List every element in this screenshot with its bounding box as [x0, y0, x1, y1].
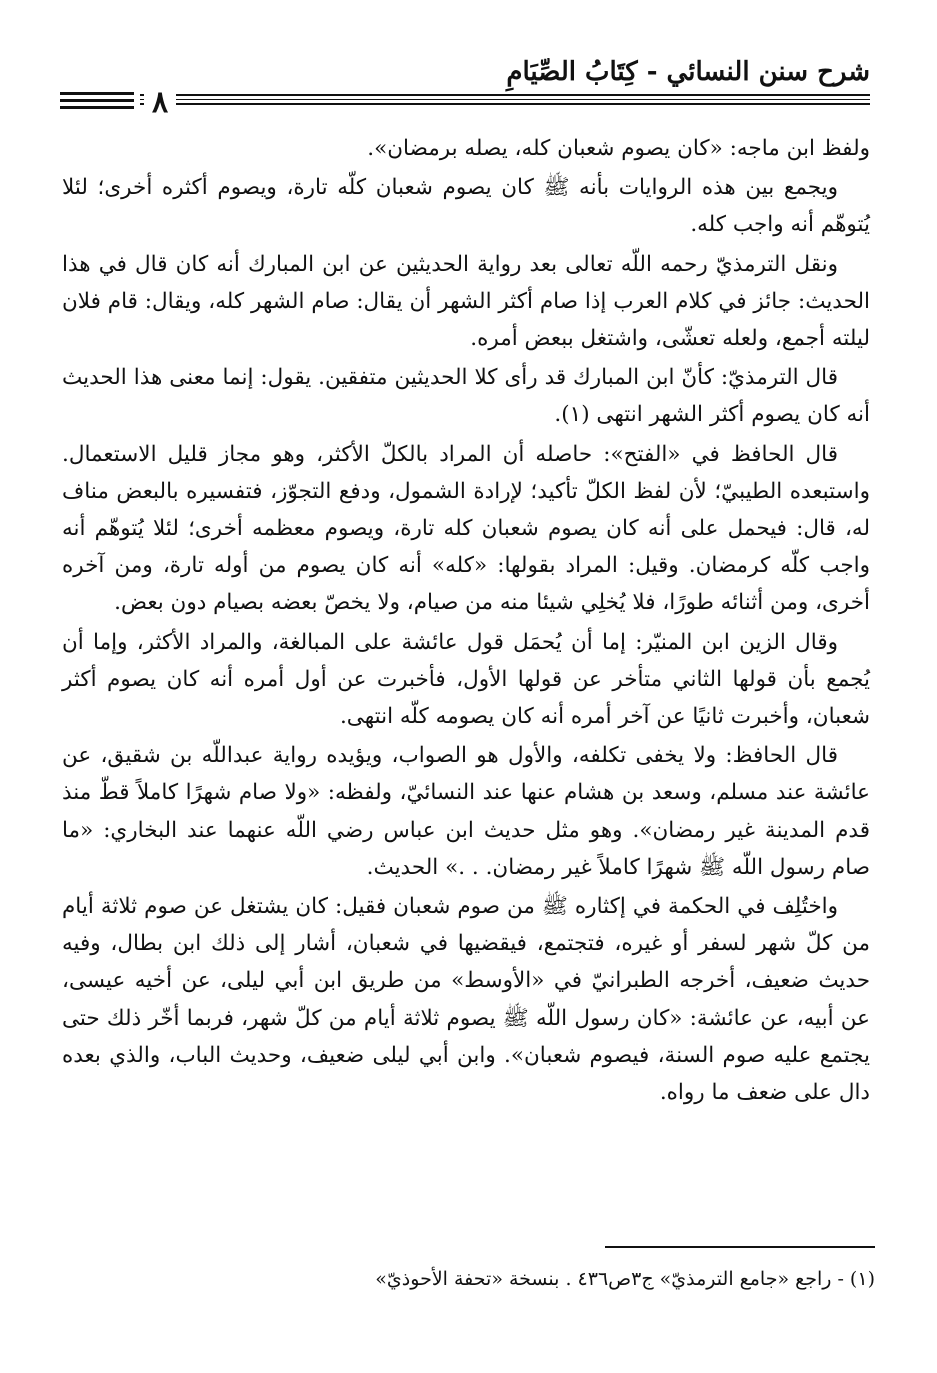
paragraph-5: قال الحافظ في «الفتح»: حاصله أن المراد بالكلّ الأكثر، وهو مجاز قليل الاستعمال. واستبعده الطيبيّ؛ لأن لفظ الكلّ تأكيد؛ لإرادة الشمول، ودفع التجوّز، فتفسيره بالبعض مناف له، قال: فيحمل على أنه كان يصوم شعبان كله تارة، ويصوم معظمه أخرى؛ لئلا يُتوهّم أنه واجب كلّه كرمضان. وقيل: المراد بقولها: «كله» أنه كان يصوم من أوله تارة، ومن آخره أخرى، ومن أثنائه طورًا، فلا يُخلِي شيئا منه من صيام، ولا يخصّ بعضه بصيام دون بعض. — [62, 441, 870, 616]
page-header — [60, 52, 870, 120]
main-text — [62, 130, 870, 1113]
footnote-separator — [605, 1246, 875, 1248]
running-title: شرح سنن النسائي - كِتَابُ الصِّيَامِ — [506, 57, 870, 87]
header-rule-bottom — [140, 103, 870, 105]
header-rule-middle — [140, 99, 870, 100]
paragraph-6: وقال الزين ابن المنيّر: إما أن يُحمَل قول عائشة على المبالغة، والمراد الأكثر، وإما أن يُجمع بأن قولها الثاني متأخر عن قولها الأول، فأخبرت عن أول أمره أنه كان يصوم أكثر شعبان، وأخبرت ثانيًا عن آخر أمره أنه كان يصومه كلّه انتهى. — [62, 629, 870, 730]
page-number-bars — [60, 92, 134, 113]
page-number: ٨ — [144, 88, 176, 118]
header-rule-top — [140, 94, 870, 96]
bar-1 — [60, 92, 134, 95]
paragraph-3: ونقل الترمذيّ رحمه اللّه تعالى بعد رواية الحديثين عن ابن المبارك أنه كان قال في هذا الحديث: جائز في كلام العرب إذا صام أكثر الشهر أن يقال: صام الشهر كله، ويقال: قام فلان ليلته أجمع، ولعله تعشّى، واشتغل ببعض أمره. — [62, 251, 870, 352]
paragraph-7: قال الحافظ: ولا يخفى تكلفه، والأول هو الصواب، ويؤيده رواية عبداللّه بن شقيق، عن عائشة عند مسلم، وسعد بن هشام عنها عند النسائيّ، ولفظه: «ولا صام شهرًا كاملاً قطّ منذ قدم المدينة غير رمضان». وهو مثل حديث ابن عباس رضي اللّه عنهما عند البخاري: «ما صام رسول اللّه ﷺ شهرًا كاملاً غير رمضان. . .» الحديث. — [62, 743, 870, 880]
paragraph-8: واختُلِف في الحكمة في إكثاره ﷺ من صوم شعبان فقيل: كان يشتغل عن صوم ثلاثة أيام من كلّ شهر لسفر أو غيره، فتجتمع، فيقضيها في شعبان، أشار إلى ذلك ابن بطال، وفيه حديث ضعيف، أخرجه الطبرانيّ في «الأوسط» من طريق ابن أبي ليلى، عن أخيه عيسى، عن أبيه، عن عائشة: «كان رسول اللّه ﷺ يصوم ثلاثة أيام من كلّ شهر، فربما أخّر ذلك حتى يجتمع عليه صوم السنة، فيصوم شعبان». وابن أبي ليلى ضعيف، وحديث الباب، والذي بعده دال على ضعف ما رواه. — [62, 894, 870, 1106]
paragraph-4: قال الترمذيّ: كأنّ ابن المبارك قد رأى كلا الحديثين متفقين. يقول: إنما معنى هذا الحديث أنه كان يصوم أكثر الشهر انتهى (١). — [62, 365, 870, 428]
bar-2 — [60, 99, 134, 102]
paragraph-1: ولفظ ابن ماجه: «كان يصوم شعبان كله، يصله برمضان». — [367, 136, 870, 161]
bar-3 — [60, 106, 134, 109]
footnote: (١) - راجع «جامع الترمذيّ» ج٣ص٤٣٦ . بنسخة «تحفة الأحوذيّ» — [375, 1268, 875, 1290]
paragraph-2: ويجمع بين هذه الروايات بأنه ﷺ كان يصوم شعبان كلّه تارة، ويصوم أكثره أخرى؛ لئلا يُتوهّم أنه واجب كله. — [62, 175, 870, 238]
